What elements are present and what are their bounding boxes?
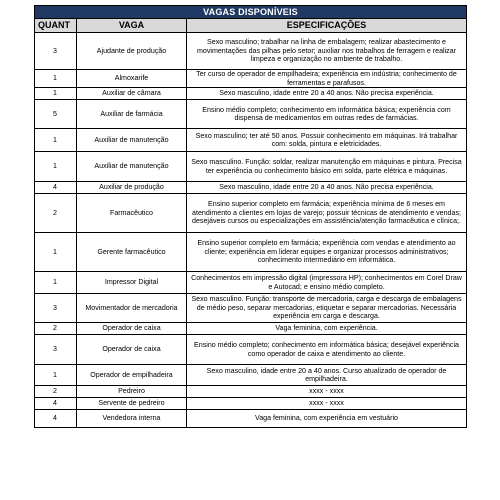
cell-spec: Sexo masculino, idade entre 20 a 40 anos. Não precisa experiência. [187, 88, 467, 100]
cell-quant: 1 [35, 129, 77, 152]
cell-vaga: Servente de pedreiro [77, 398, 187, 410]
cell-spec: Ensino médio completo; conhecimento em informática básica; experiência com dispensa de medicamentos em outras redes de farmácias. [187, 100, 467, 129]
cell-vaga: Operador de caixa [77, 335, 187, 365]
cell-vaga: Pedreiro [77, 386, 187, 398]
cell-quant: 1 [35, 70, 77, 88]
cell-quant: 3 [35, 294, 77, 323]
table-row [35, 294, 467, 323]
title-row [35, 6, 467, 19]
cell-vaga: Auxiliar de câmara [77, 88, 187, 100]
table-row [35, 335, 467, 365]
cell-spec: Sexo masculino. Função: transporte de mercadoria, carga e descarga de embalagens de médio peso, separar mercadorias, etiquetar e separar mercadorias. Necessária experiência em carga e descarga. [187, 294, 467, 323]
cell-vaga: Auxiliar de farmácia [77, 100, 187, 129]
cell-quant: 1 [35, 88, 77, 100]
header-spec: ESPECIFICAÇÕES [187, 19, 467, 33]
job-openings-sheet [34, 5, 466, 428]
cell-spec: Vaga feminina, com experiência em vestuário [187, 410, 467, 428]
cell-spec: xxxx - xxxx [187, 386, 467, 398]
cell-quant: 3 [35, 335, 77, 365]
table-row [35, 33, 467, 70]
table-body [35, 33, 467, 428]
cell-vaga: Auxiliar de produção [77, 182, 187, 194]
cell-spec: xxxx - xxxx [187, 398, 467, 410]
cell-quant: 3 [35, 33, 77, 70]
cell-quant: 2 [35, 194, 77, 233]
table-title: VAGAS DISPONÍVEIS [35, 6, 467, 19]
cell-quant: 2 [35, 386, 77, 398]
table-row [35, 410, 467, 428]
cell-vaga: Impressor Digital [77, 272, 187, 294]
cell-spec: Sexo masculino, idade entre 20 a 40 anos. Curso atualizado de operador de empilhadeira. [187, 365, 467, 386]
table-row [35, 323, 467, 335]
table-row [35, 100, 467, 129]
cell-spec: Sexo masculino; ter até 50 anos. Possuir conhecimento em máquinas. Irá trabalhar com: solda, pintura e eletricidades. [187, 129, 467, 152]
cell-vaga: Ajudante de produção [77, 33, 187, 70]
cell-spec: Vaga feminina, com experiência. [187, 323, 467, 335]
table-row [35, 365, 467, 386]
cell-vaga: Almoxarife [77, 70, 187, 88]
cell-quant: 2 [35, 323, 77, 335]
table-row [35, 70, 467, 88]
cell-spec: Ensino superior completo em farmácia; experiência com vendas e atendimento ao cliente; experiência em liderar equipes e organizar processos administrativos; conhecimento intermediário em informática. [187, 233, 467, 272]
cell-quant: 1 [35, 272, 77, 294]
cell-spec: Sexo masculino, idade entre 20 a 40 anos. Não precisa experiência. [187, 182, 467, 194]
table-row [35, 233, 467, 272]
table-row [35, 272, 467, 294]
cell-vaga: Operador de empilhadeira [77, 365, 187, 386]
cell-vaga: Gerente farmacêutico [77, 233, 187, 272]
header-quant: QUANT [35, 19, 77, 33]
table-row [35, 386, 467, 398]
cell-spec: Ter curso de operador de empilhadeira; experiência em indústria; conhecimento de ferramentas e parafusos. [187, 70, 467, 88]
cell-spec: Sexo masculino; trabalhar na linha de embalagem; realizar abastecimento e movimentações das pilhas pelo setor; auxiliar nos trabalhos de ferragem e realizar limpeza e organização no ambiente de trabalho. [187, 33, 467, 70]
table-row [35, 152, 467, 182]
cell-quant: 4 [35, 398, 77, 410]
cell-quant: 5 [35, 100, 77, 129]
cell-quant: 1 [35, 152, 77, 182]
cell-vaga: Farmacêutico [77, 194, 187, 233]
table-row [35, 182, 467, 194]
cell-spec: Sexo masculino. Função: soldar, realizar manutenção em máquinas e pintura. Precisa ter experiência ou conhecimento básico em solda, parte elétrica e máquinas. [187, 152, 467, 182]
cell-quant: 1 [35, 233, 77, 272]
cell-vaga: Auxiliar de manutenção [77, 129, 187, 152]
table-row [35, 129, 467, 152]
cell-quant: 4 [35, 182, 77, 194]
table-row [35, 398, 467, 410]
header-vaga: VAGA [77, 19, 187, 33]
header-row [35, 19, 467, 33]
cell-quant: 1 [35, 365, 77, 386]
cell-spec: Ensino superior completo em farmácia; experiência mínima de 6 meses em atendimento a clientes em lojas de varejo; possuir técnicas de atendimento e vendas; desejáveis cursos ou especializações em assistência/atenção farmacêutica e clínica;. [187, 194, 467, 233]
cell-vaga: Operador de caixa [77, 323, 187, 335]
cell-vaga: Auxiliar de manutenção [77, 152, 187, 182]
cell-vaga: Movimentador de mercadoria [77, 294, 187, 323]
cell-spec: Conhecimentos em impressão digital (impressora HP); conhecimentos em Corel Draw e Autocad; e ensino médio completo. [187, 272, 467, 294]
table-row [35, 88, 467, 100]
cell-quant: 4 [35, 410, 77, 428]
cell-spec: Ensino médio completo; conhecimento em informática básica; desejável experiência como operador de caixa e atendimento ao cliente. [187, 335, 467, 365]
table-row [35, 194, 467, 233]
cell-vaga: Vendedora interna [77, 410, 187, 428]
job-openings-table [34, 5, 467, 428]
